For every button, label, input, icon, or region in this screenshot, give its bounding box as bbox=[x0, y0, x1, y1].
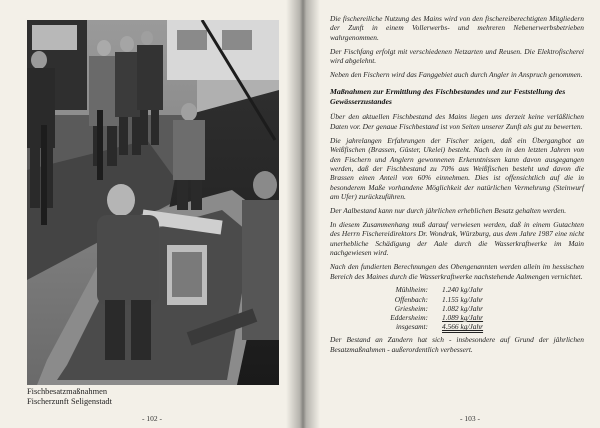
paragraph: Neben den Fischern wird das Fanggebiet auch durch Angler in Anspruch genommen. bbox=[330, 70, 583, 80]
page-number-left: - 102 - bbox=[142, 414, 162, 423]
table-row bbox=[364, 285, 487, 294]
table-location: insgesamt: bbox=[395, 322, 428, 332]
paragraph: Nach den fundierten Berechnungen des Obengenannten werden allein im hessischen Bereich des Maines durch die Wasserkraftwerke nachstehende Aalmengen vernichtet. bbox=[330, 262, 584, 281]
section-heading: Maßnahmen zur Ermittlung des Fischbestandes und zur Feststellung des Gewässerzustandes bbox=[330, 87, 566, 107]
table-location: Offenbach: bbox=[394, 294, 428, 304]
table-value: 1.082 kg/Jahr bbox=[442, 303, 484, 313]
table-location: Mühlheim: bbox=[395, 285, 428, 295]
photo-caption bbox=[27, 387, 277, 407]
paragraph: Die jahrelangen Erfahrungen der Fischer zeigen, daß ein Übergangbot an Weißfischen (Brassen, Güster, Ukelei) besteht. Nach den in den letzten Jahren von den Fischern und Anglern gewonnenen Erkenntnissen kann davon ausgegangen werden, daß der Fischbestand zu 70% aus Weißfischen besteht und davon die Brassen einen Anteil von 60% einnehmen. Dies ist offensichtlich auf die in besonderem Maße vorhandene Möglichkeit der natürlichen Vermehrung (Steinwurf am Ufer) zurückzuführen. bbox=[330, 135, 584, 202]
table-value: 1.089 kg/Jahr bbox=[442, 313, 484, 323]
table-location: Eddersheim: bbox=[390, 313, 428, 323]
table-row-total bbox=[364, 322, 487, 331]
caption-line-1: Fischbesatzmaßnahmen bbox=[27, 387, 108, 396]
table-row bbox=[364, 295, 487, 304]
paragraph: Über den aktuellen Fischbestand des Mains liegen uns derzeit keine verläßlichen Daten vor. Der genaue Fischbestand ist von Seiten unserer Zunft als gut zu bewerten. bbox=[330, 112, 584, 131]
page-number-right: - 103 - bbox=[460, 414, 480, 423]
photo-illustration bbox=[27, 20, 279, 385]
caption-line-2: Fischerzunft Seligenstadt bbox=[27, 397, 112, 406]
paragraph: Die fischereiliche Nutzung des Mains wird von den fischereiberechtigten Mitgliedern der Zunft in einem Vollerwerbs- und mehreren Nebenerwerbsbetrieben wahrgenommen. bbox=[330, 14, 584, 42]
table-row bbox=[364, 313, 487, 322]
table-value: 4.566 kg/Jahr bbox=[442, 322, 484, 332]
table-row bbox=[364, 304, 487, 313]
paragraph: In diesem Zusammenhang muß darauf verwiesen werden, daß in einem Gutachten des Herrn Fischereidirektors Dr. Wondrak, Würzburg, aus dem Jahre 1987 eine nicht unerhebliche Schädigung der Aale durch die Wasserkraftwerke im Main nachgewiesen wird. bbox=[330, 220, 584, 258]
table-location: Griesheim: bbox=[394, 303, 428, 313]
paragraph: Der Bestand an Zandern hat sich - insbesondere auf Grund der jährlichen Besatzmaßnahmen - außerordentlich verbessert. bbox=[330, 335, 584, 354]
paragraph: Der Fischfang erfolgt mit verschiedenen Netzarten und Reusen. Die Elektrofischerei wird abgelehnt. bbox=[330, 46, 584, 66]
eel-loss-table bbox=[364, 285, 487, 331]
paragraph: Der Aalbestand kann nur durch jährlichen erheblichen Besatz gehalten werden. bbox=[330, 206, 567, 216]
right-page bbox=[300, 0, 600, 428]
table-value: 1.155 kg/Jahr bbox=[442, 294, 484, 304]
photo-fish-stocking bbox=[27, 20, 279, 385]
table-value: 1.240 kg/Jahr bbox=[442, 285, 484, 295]
